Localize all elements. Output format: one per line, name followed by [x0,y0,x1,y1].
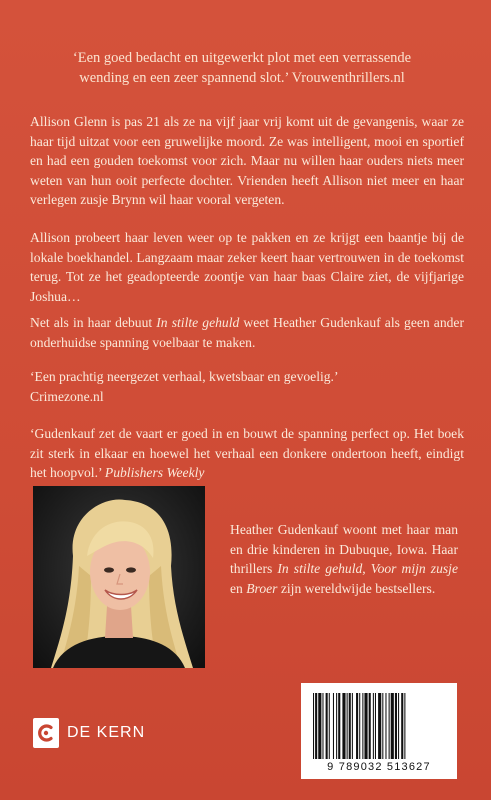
barcode-bar [338,693,340,759]
isbn-barcode [301,683,457,779]
barcode-bar [391,693,394,759]
review-quote-crimezone [30,367,464,406]
pw-quote-text: ‘Gudenkauf zet de vaart er goed in en bouwt de spanning perfect op. Het boek zit sterk in elkaar en hoewel het verhaal een donkere ondertoon heeft, eindigt het hoopvol.’ [30,426,464,481]
author-photo [33,486,205,668]
review-quote-publishers-weekly [30,424,464,483]
barcode-bar [342,693,345,759]
barcode-bar [356,693,358,759]
barcode-bar [359,693,360,759]
barcode-bar [322,693,323,759]
crimezone-quote-text: ‘Een prachtig neergezet verhaal, kwetsbaar en gevoelig.’ [30,369,339,384]
author-bio [230,520,458,598]
barcode-bar [404,693,405,759]
barcode-bar [389,693,390,759]
debut-paragraph [30,313,464,352]
crimezone-source: Crimezone.nl [30,388,104,404]
barcode-bar [378,693,381,759]
barcode-bar [375,693,376,759]
bio-book-1: In stilte gehuld [277,561,363,577]
bio-book-2: Voor mijn zusje [370,561,458,577]
barcode-bar [318,693,321,759]
bio-intro: Heather Gudenkauf woont met haar man en drie kinderen in Dubuque, Iowa. Haar thrillers [230,522,458,577]
bio-sep-2: en [230,580,247,596]
barcode-bar [313,693,314,759]
debut-book-title: In stilte gehuld [156,315,240,330]
publisher-mark [33,717,145,749]
synopsis-paragraph-2: Allison probeert haar leven weer op te pakken en ze krijgt een baantje bij de lokale boekhandel. Langzaam maar zeker keert haar vertrouwen in de toekomst terug. Tot ze het geadopteerde zoontje van haar baas Claire ziet, de vijfjarige Joshua… [30,230,464,304]
barcode-bars [301,683,457,763]
bio-sep-1: , [362,561,371,577]
barcode-bar [347,693,348,759]
barcode-bar [401,693,403,759]
author-portrait-illustration [33,486,205,668]
debut-text-before: Net als in haar debuut [30,315,157,330]
bio-outro: zijn wereldwijde bestsellers. [277,580,436,596]
barcode-bar [329,693,330,759]
barcode-bar [382,693,383,759]
barcode-bar [315,693,317,759]
publisher-name: DE KERN [67,724,146,741]
barcode-bar [369,693,371,759]
barcode-bar [336,693,337,759]
barcode-bar [352,693,353,759]
barcode-bar [385,693,386,759]
barcode-bar [395,693,397,759]
barcode-bar [326,693,328,759]
barcode-bar [333,693,334,759]
barcode-bar [364,693,367,759]
barcode-bar [362,693,363,759]
synopsis-paragraph-1: Allison Glenn is pas 21 als ze na vijf jaar vrij komt uit de gevangenis, waar ze haar tijd uitzat voor een gruwelijke moord. Ze was intelligent, mooi en sportief en had een gouden toekomst voor zich. Maar nu willen haar ouders niets meer weten van hun ooit perfecte dochter. Vrienden heeft Allison niet meer en haar verlegen zusje Brynn wil haar vooral vergeten. [30,114,464,208]
bio-book-3: Broer [246,580,278,596]
barcode-bar [373,693,374,759]
barcode-bar [398,693,399,759]
pw-source: Publishers Weekly [104,465,205,481]
de-kern-c-logo-icon [33,718,59,748]
debut-text-after: weet Heather Gudenkauf als geen ander onderhuidse spanning voelbaar te maken. [30,315,464,350]
review-quote-vrouwenthrillers: ‘Een goed bedacht en uitgewerkt plot met een verrassende wending en een zeer spannend slot.’ Vrouwenthrillers.nl [72,50,412,86]
barcode-bar [349,693,351,759]
isbn-digits: 9 789032 513627 [327,761,431,773]
